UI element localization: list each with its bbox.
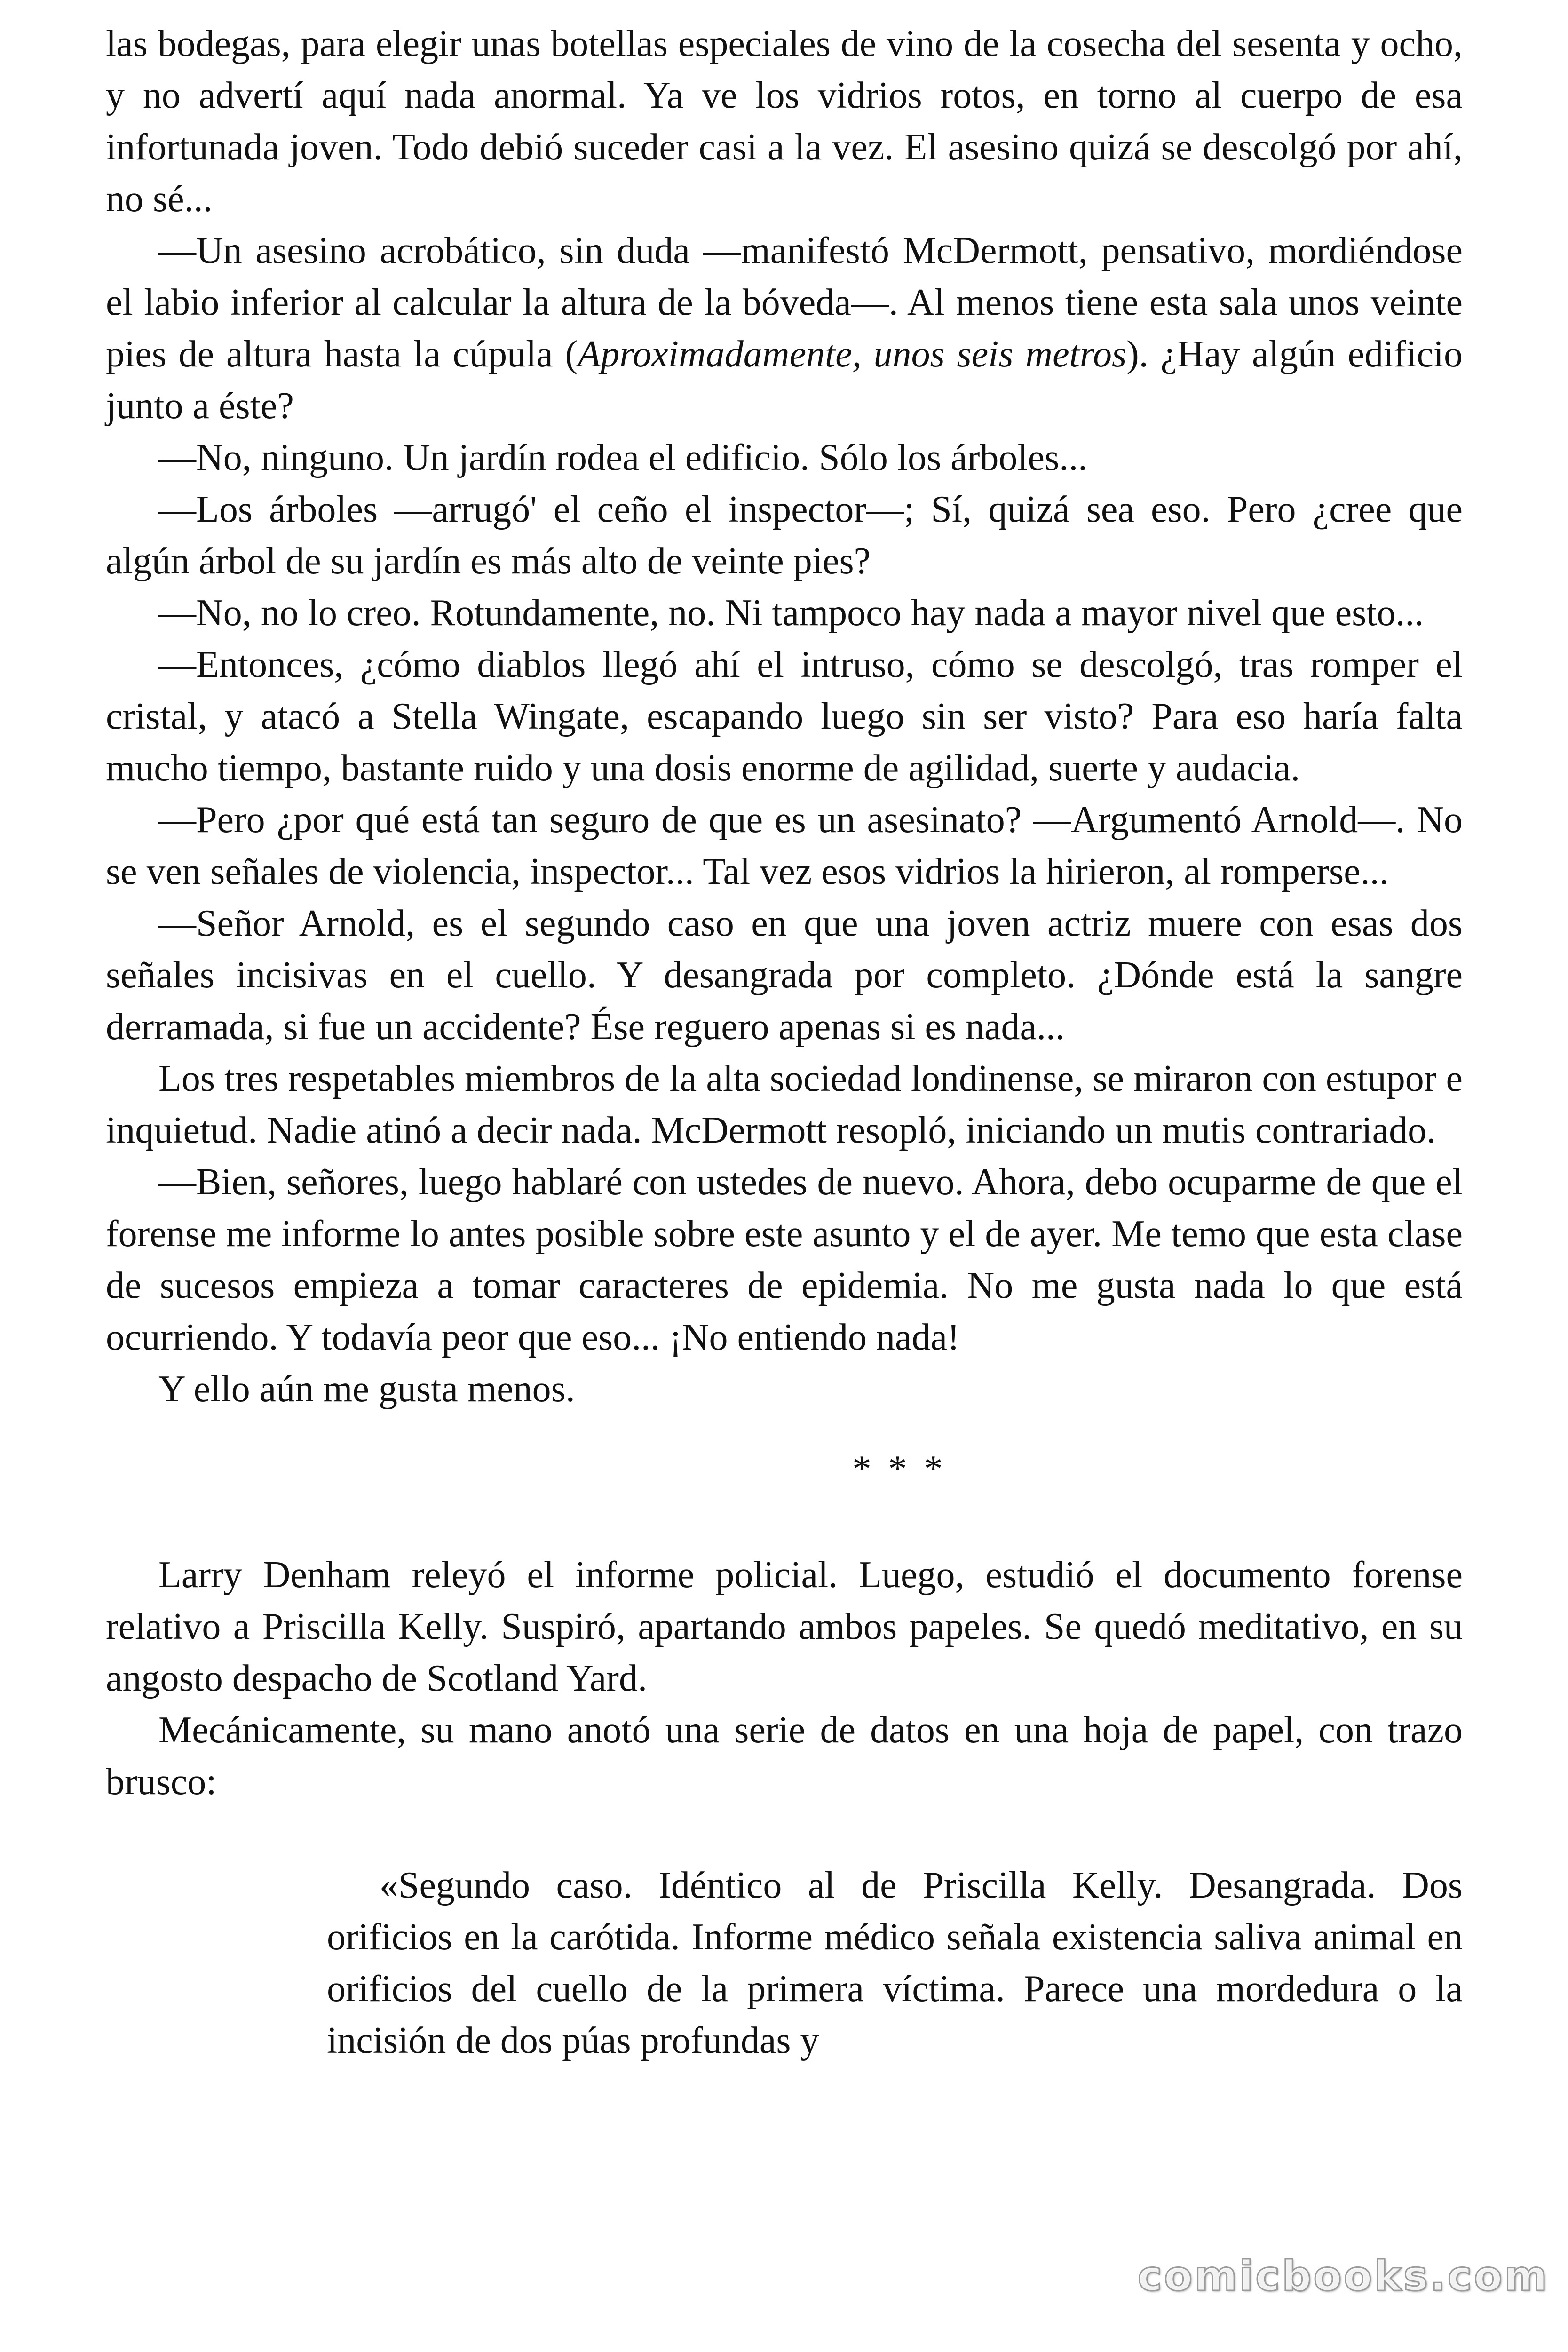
page-text bbox=[106, 18, 1463, 2066]
paragraph: —Pero ¿por qué está tan seguro de que es un asesinato? —Argumentó Arnold—. No se ven señales de violencia, inspector... Tal vez esos vidrios la hirieron, al romperse... bbox=[106, 799, 1463, 892]
paragraph bbox=[106, 225, 1463, 432]
paragraph: —Entonces, ¿cómo diablos llegó ahí el intruso, cómo se descolgó, tras romper el cristal, y atacó a Stella Wingate, escapando luego sin ser visto? Para eso haría falta mucho tiempo, bastante ruido y una dosis enorme de agilidad, suerte y audacia. bbox=[106, 644, 1463, 789]
paragraph: Los tres respetables miembros de la alta sociedad londinense, se miraron con estupor e inquietud. Nadie atinó a decir nada. McDermott resopló, iniciando un mutis contrariado. bbox=[106, 1058, 1463, 1151]
paragraph-text-continued: ). ¿Hay algún edificio junto a éste? bbox=[106, 334, 1463, 427]
paragraph: Mecánicamente, su mano anotó una serie de datos en una hoja de papel, con trazo brusco: bbox=[106, 1709, 1463, 1803]
scene-separator bbox=[106, 1443, 1463, 1495]
watermark-logo: comicbooks.com bbox=[1137, 2252, 1549, 2300]
paragraph: —Señor Arnold, es el segundo caso en que una joven actriz muere con esas dos señales incisivas en el cuello. Y desangrada por completo. ¿Dónde está la sangre derramada, si fue un accidente? Ése reguero apenas si es nada... bbox=[106, 903, 1463, 1048]
paragraph: —No, ninguno. Un jardín rodea el edificio. Sólo los árboles... bbox=[158, 437, 1088, 478]
paragraph-text: —Un asesino acrobático, sin duda —manifestó McDermott, pensativo, mordiéndose el labio inferior al calcular la altura de la bóveda—. Al menos tiene esta sala unos veinte pies de altura hasta la cúpula ( bbox=[106, 230, 1463, 375]
paragraph: —Bien, señores, luego hablaré con ustedes de nuevo. Ahora, debo ocuparme de que el forense me informe lo antes posible sobre este asunto y el de ayer. Me temo que esta clase de sucesos empieza a tomar caracteres de epidemia. No me gusta nada lo que está ocurriendo. Y todavía peor que eso... ¡No entiendo nada! bbox=[106, 1161, 1463, 1358]
italic-aside: Aproximadamente, unos seis metros bbox=[578, 334, 1127, 375]
paragraph: Y ello aún me gusta menos. bbox=[158, 1368, 575, 1410]
separator-text: * * * bbox=[852, 1448, 947, 1490]
paragraph: —No, no lo creo. Rotundamente, no. Ni tampoco hay nada a mayor nivel que esto... bbox=[158, 592, 1424, 634]
paragraph: Larry Denham releyó el informe policial. Luego, estudió el documento forense relativo a Priscilla Kelly. Suspiró, apartando ambos papeles. Se quedó meditativo, en su angosto despacho de Scotland Yard. bbox=[106, 1554, 1463, 1699]
paragraph: —Los árboles —arrugó' el ceño el inspector—; Sí, quizá sea eso. Pero ¿cree que algún árbol de su jardín es más alto de veinte pies? bbox=[106, 489, 1463, 582]
block-quote: «Segundo caso. Idéntico al de Priscilla Kelly. Desangrada. Dos orificios en la carótida. Informe médico señala existencia saliva animal en orificios del cuello de la primera víctima. Parece una mordedura o la incisión de dos púas profundas y bbox=[327, 1865, 1463, 2061]
paragraph: las bodegas, para elegir unas botellas especiales de vino de la cosecha del sesenta y ocho, y no advertí aquí nada anormal. Ya ve los vidrios rotos, en torno al cuerpo de esa infortunada joven. Todo debió suceder casi a la vez. El asesino quizá se descolgó por ahí, no sé... bbox=[106, 23, 1463, 220]
